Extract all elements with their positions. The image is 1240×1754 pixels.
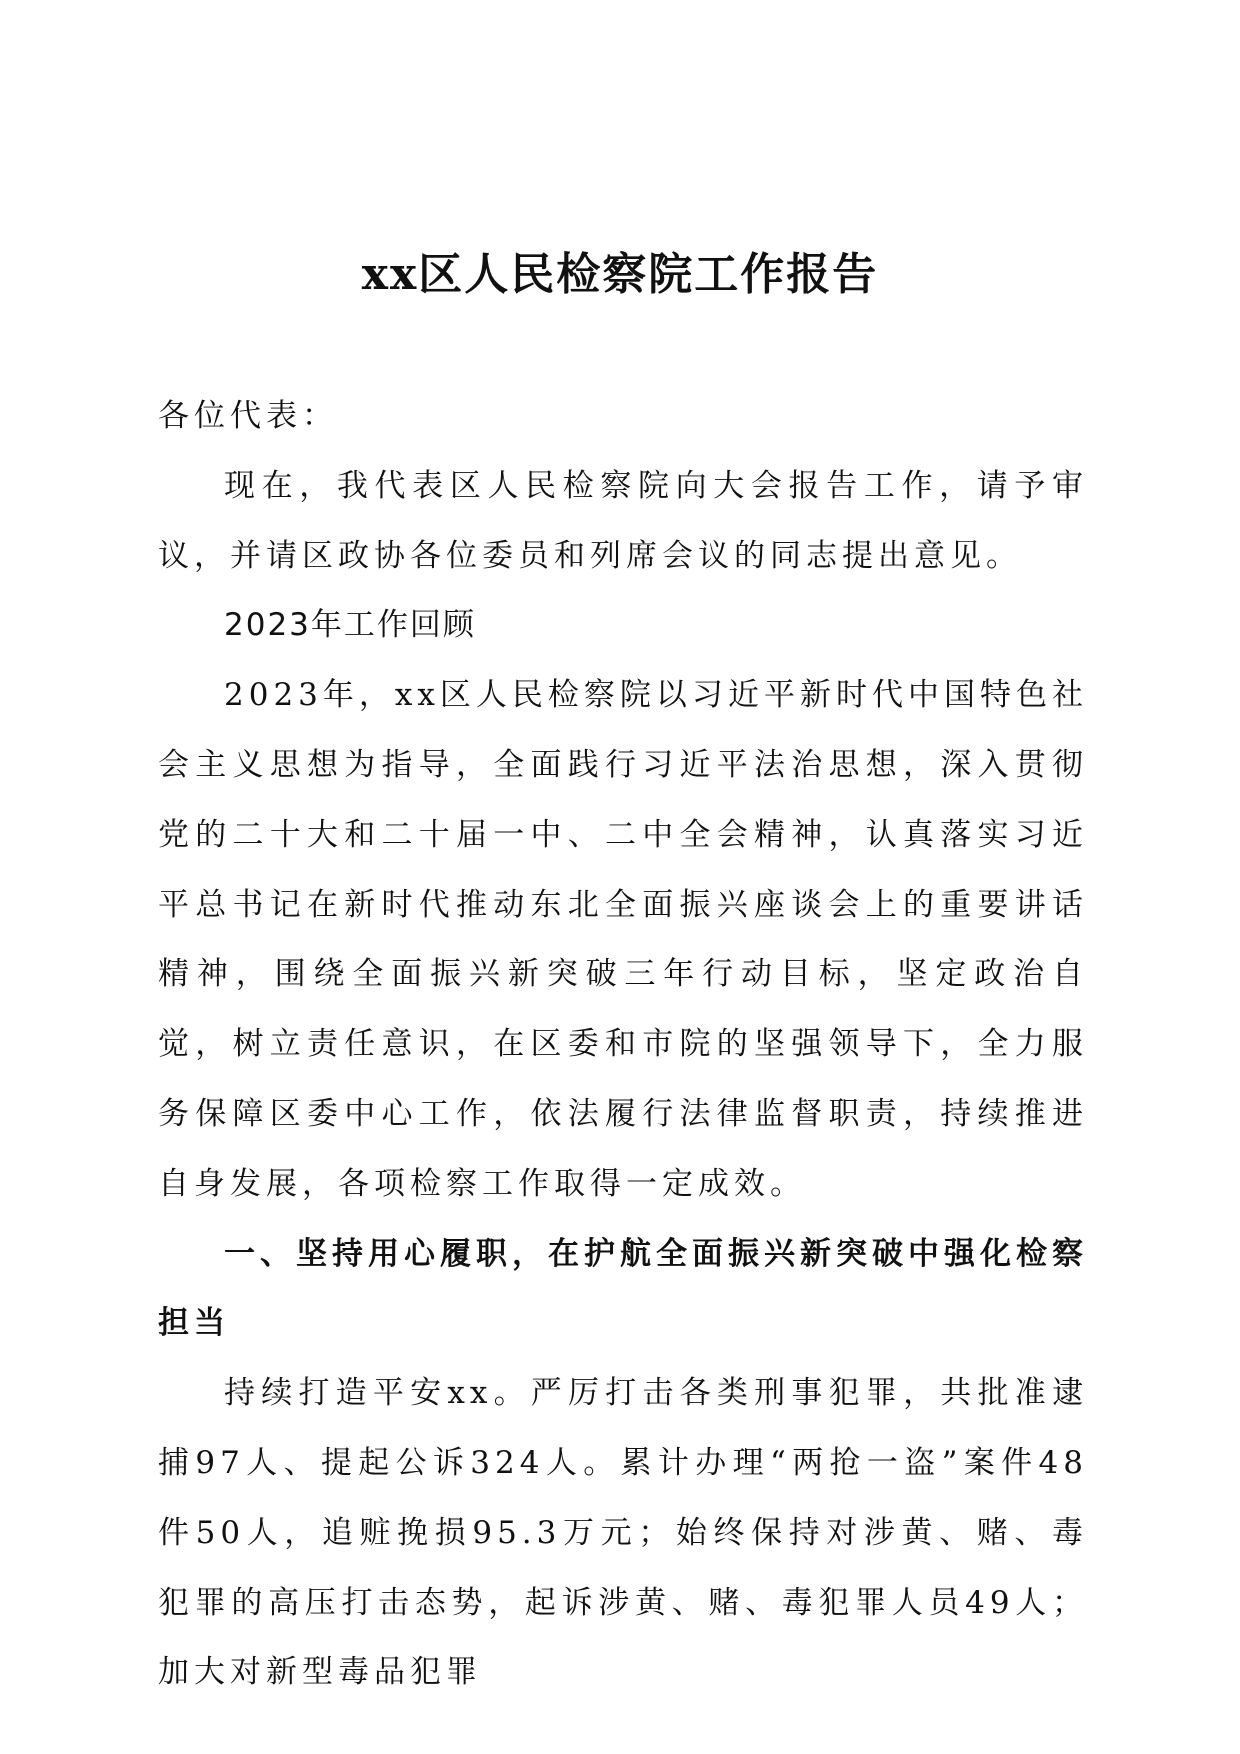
review-heading: 2023年工作回顾 — [224, 607, 476, 644]
review-paragraph: 2023年，xx区人民检察院以习近平新时代中国特色社会主义思想为指导，全面践行习近平法治思想，深入贯彻党的二十大和二十届一中、二中全会精神，认真落实习近平总书记在新时代推动东北全面振兴座谈会上的重要讲话精神，围绕全面振兴新突破三年行动目标，坚定政治自觉，树立责任意识，在区委和市院的坚强领导下，全力服务保障区委中心工作，依法履行法律监督职责，持续推进自身发展，各项检察工作取得一定成效。 — [158, 677, 1088, 1202]
document-title: xx区人民检察院工作报告 — [361, 249, 879, 300]
section-one-heading: 一、坚持用心履职，在护航全面振兴新突破中强化检察担当 — [158, 1235, 1088, 1342]
salutation: 各位代表： — [158, 398, 338, 434]
document-body — [158, 382, 1088, 1708]
intro-paragraph: 现在，我代表区人民检察院向大会报告工作，请予审议，并请区政协各位委员和列席会议的同志提出意见。 — [158, 467, 1088, 574]
section-one-paragraph: 持续打造平安xx。严厉打击各类刑事犯罪，共批准逮捕97人、提起公诉324人。累计办理“两抢一盗”案件48件50人，追赃挽损95.3万元；始终保持对涉黄、赌、毒犯罪的高压打击态势，起诉涉黄、赌、毒犯罪人员49人；加大对新型毒品犯罪 — [158, 1375, 1088, 1691]
